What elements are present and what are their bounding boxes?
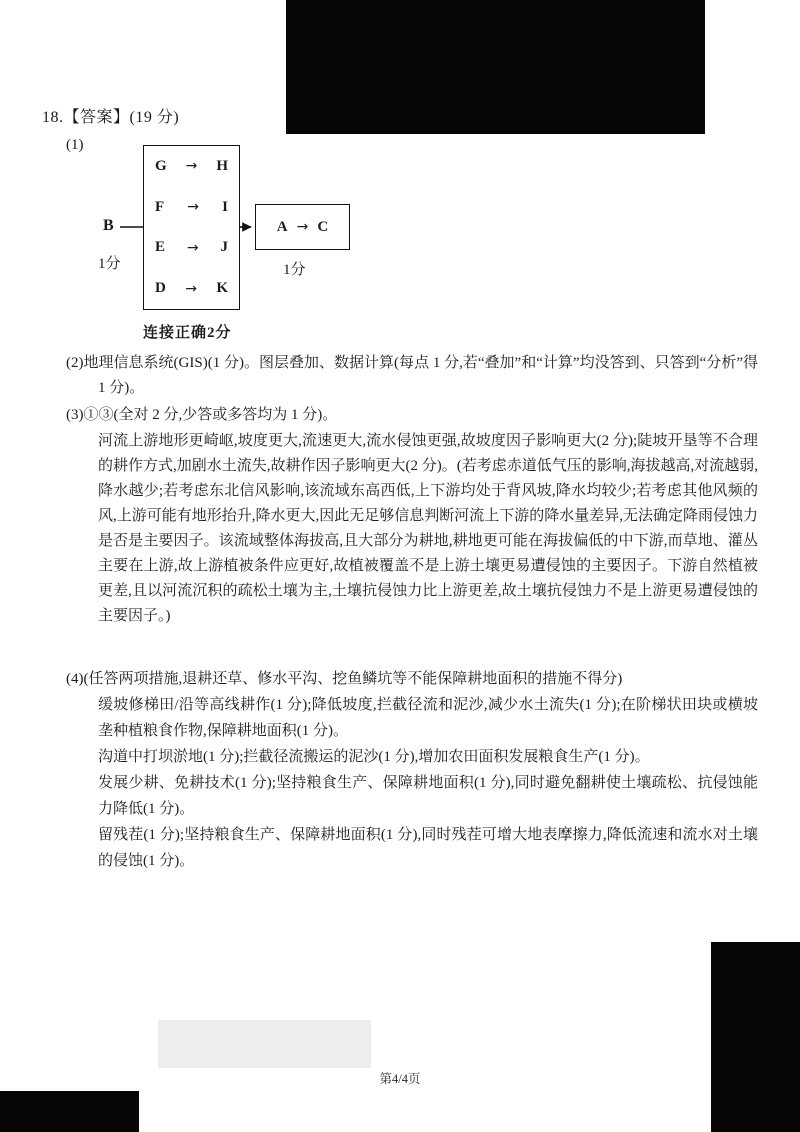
scan-artifact-bottom-left: [0, 1091, 139, 1132]
answer-part-4-item: 沟道中打坝淤地(1 分);拦截径流搬运的泥沙(1 分),增加农田面积发展粮食生产(1 分)。: [98, 749, 650, 765]
node-letter: D: [155, 280, 166, 297]
answer-part-3-intro: (3)①③(全对 2 分,少答或多答均为 1 分)。: [66, 407, 338, 423]
answer-part-4-item: 发展少耕、免耕技术(1 分);坚持粮食生产、保障耕地面积(1 分),同时避免翻耕使土壤疏松、抗侵蚀能力降低(1 分)。: [98, 775, 758, 817]
answer-part-4-intro: (4)(任答两项措施,退耕还草、修水平沟、挖鱼鳞坑等不能保障耕地面积的措施不得分): [66, 671, 623, 687]
node-letter: A: [276, 218, 288, 235]
diagram-result-box: [255, 204, 350, 250]
diagram-row: [144, 158, 239, 175]
diagram-row: [144, 239, 239, 256]
flow-diagram: [95, 140, 385, 355]
node-letter: I: [222, 198, 228, 215]
node-letter: H: [216, 157, 228, 174]
scan-artifact-bottom-right: [711, 942, 800, 1132]
answer-part-4-item: 缓坡修梯田/沿等高线耕作(1 分);降低坡度,拦截径流和泥沙,减少水土流失(1 分);在阶梯状田块或横坡垄种植粮食作物,保障耕地面积(1 分)。: [98, 697, 758, 739]
node-letter: G: [155, 157, 167, 174]
scan-artifact-gray: [158, 1020, 371, 1068]
arrow-icon: →: [186, 239, 199, 256]
diagram-left-box: [143, 145, 240, 310]
arrow-icon: →: [185, 280, 197, 297]
arrow-icon: →: [185, 158, 198, 175]
node-letter: F: [155, 198, 165, 215]
scan-artifact-top: [286, 0, 705, 134]
score-label-result: 1分: [283, 262, 306, 278]
diagram-row: [144, 280, 239, 297]
arrow-icon: →: [187, 199, 200, 216]
node-letter: E: [155, 239, 166, 256]
question-heading: 18.【答案】(19 分): [42, 109, 180, 126]
answer-part-3-body: 河流上游地形更崎岖,坡度更大,流速更大,流水侵蚀更强,故坡度因子影响更大(2 分);陡坡开垦等不合理的耕作方式,加剧水土流失,故耕作因子影响更大(2 分)。(若考虑赤道低气压的影响,海拔越高,对流越弱,降水越少;若考虑东北信风影响,该流域东高西低,上下游均处于背风坡,降水均较少;若考虑其他风频的风,上游可能有地形抬升,降水更大,因此无足够信息判断河流上下游的降水量差异,无法确定降雨侵蚀力是否是主要因子。该流域整体海拔高,且大部分为耕地,耕地更可能在海拔偏低的中下游,而草地、灌丛主要在上游,故上游植被条件应更好,故植被覆盖不是上游土壤更易遭侵蚀的主要因子。下游自然植被更差,且以河流沉积的疏松土壤为主,土壤抗侵蚀力比上游更差,故土壤抗侵蚀力不是上游更易遭侵蚀的主要因子。): [98, 433, 759, 624]
diagram-row: [144, 199, 239, 216]
page-number: 第4/4页: [379, 1072, 421, 1086]
diagram-node-b: B: [103, 217, 114, 234]
node-letter: K: [216, 280, 228, 297]
score-label-b: 1分: [98, 256, 121, 272]
part-1-label: (1): [66, 137, 84, 153]
answer-part-2: (2)地理信息系统(GIS)(1 分)。图层叠加、数据计算(每点 1 分,若“叠加”和“计算”均没答到、只答到“分析”得 1 分)。: [66, 355, 758, 396]
answer-part-4-item: 留残茬(1 分);坚持粮食生产、保障耕地面积(1 分),同时残茬可增大地表摩擦力,降低流速和流水对土壤的侵蚀(1 分)。: [98, 827, 758, 869]
node-letter: J: [220, 239, 228, 256]
node-letter: C: [317, 218, 329, 235]
arrow-icon: →: [296, 219, 309, 235]
diagram-caption: 连接正确2分: [143, 325, 232, 341]
